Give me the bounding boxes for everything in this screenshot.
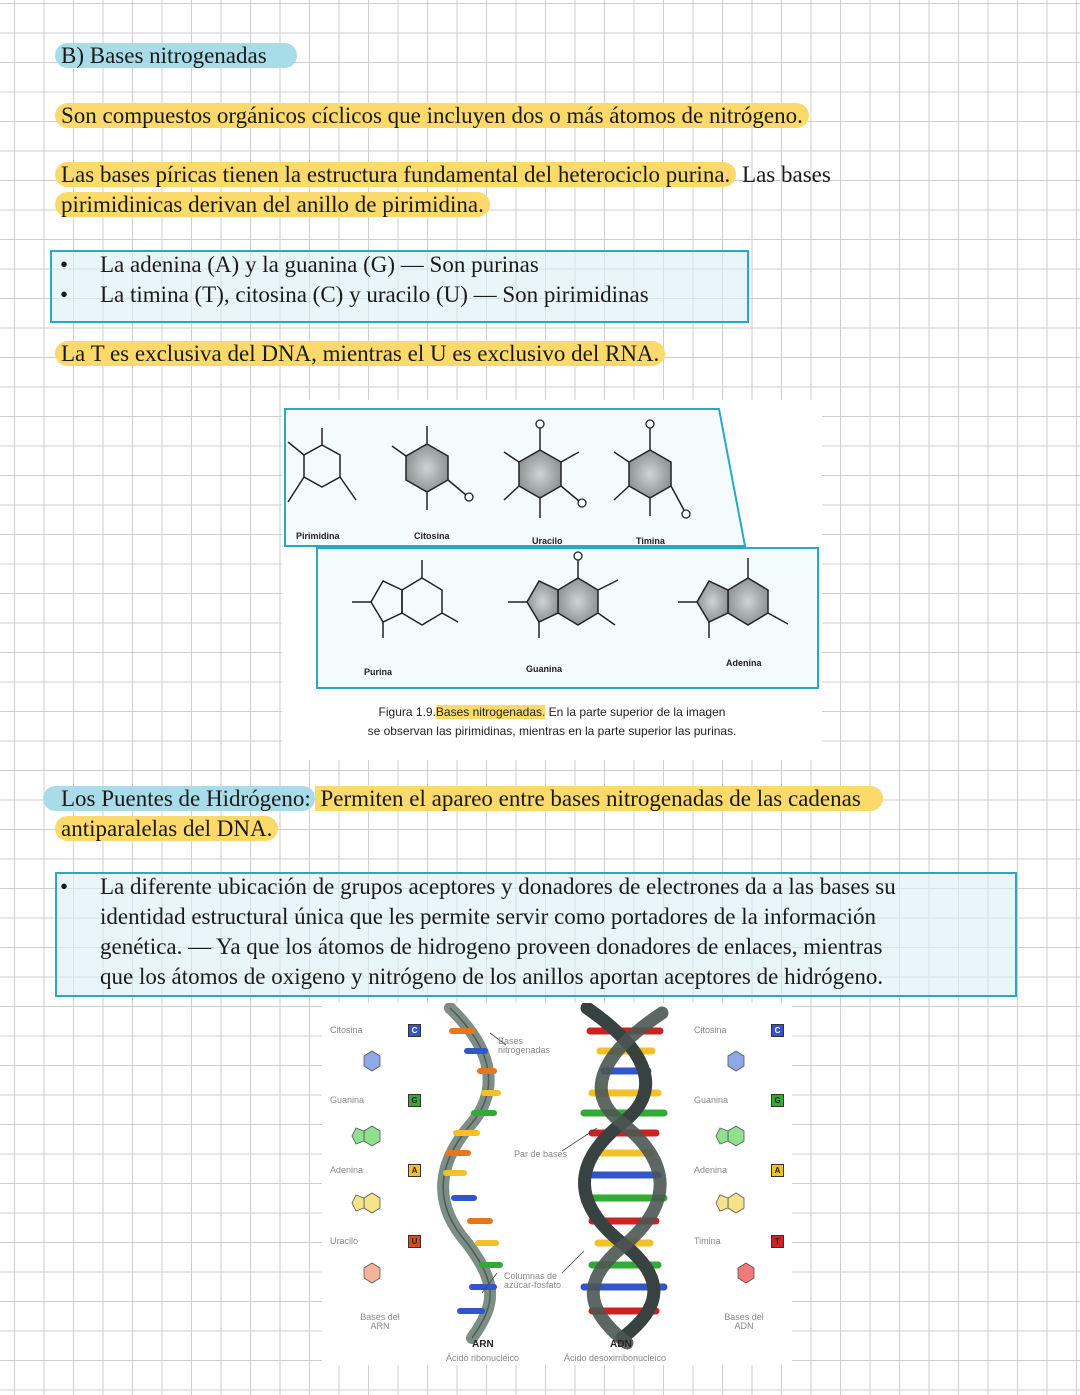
dna-title: ADN — [610, 1339, 632, 1350]
annotation-bases: Bases nitrogenadas — [498, 1036, 551, 1055]
bullet: • — [60, 874, 69, 899]
adenine-ring-icon — [364, 1193, 380, 1213]
bullet: • — [60, 252, 69, 277]
rna-title: ARN — [472, 1339, 494, 1350]
label-purina: Purina — [364, 667, 393, 677]
list-item — [60, 280, 649, 310]
left-base-adenine: Adenina — [330, 1165, 364, 1175]
helix-diagram — [322, 1003, 792, 1365]
dna-subtitle: Ácido desoxirribonucleico — [564, 1353, 667, 1363]
hydrogen-bonds-def: Permiten el apareo entre bases nitrogenadas de las cadenas — [315, 786, 883, 811]
right-base-thymine: Timina — [694, 1236, 721, 1246]
caption-text: En la parte superior de la imagen — [545, 705, 726, 719]
adenine-ring-icon — [728, 1193, 744, 1213]
rna-bases — [446, 1031, 500, 1311]
bases-diagram — [282, 400, 822, 700]
section-heading — [61, 41, 297, 71]
paragraph-bases-line2 — [61, 190, 490, 220]
paragraph-exclusive — [61, 339, 665, 369]
hydrogen-bonds-term: Los Puentes de Hidrógeno: — [43, 786, 315, 811]
list-item — [60, 872, 896, 902]
label-pirimidina: Pirimidina — [296, 531, 340, 541]
left-base-guanine: Guanina — [330, 1095, 365, 1105]
paragraph-bases-line1 — [61, 160, 831, 190]
figure-caption — [282, 703, 822, 741]
right-letter-g: G — [771, 1094, 784, 1107]
list-item-continuation — [100, 902, 876, 932]
annotation-columns: Columnas de azúcar-fosfato — [504, 1271, 562, 1290]
bullet: • — [60, 282, 69, 307]
caption-figure-number: Figura 1.9. — [378, 705, 436, 719]
left-letter-c: C — [408, 1024, 421, 1037]
caption-line1 — [282, 703, 822, 722]
list-item-text: La diferente ubicación de grupos aceptores y donadores de electrones da a las bases su — [100, 874, 896, 899]
left-letter-u: U — [408, 1235, 421, 1248]
paragraph-bases-rest: Las bases — [736, 162, 831, 187]
cytosine-ring-icon — [728, 1051, 744, 1071]
paragraph-hydrogen-bonds-line2 — [61, 814, 278, 844]
figure-nitrogenous-bases — [282, 400, 822, 760]
list-item-text: La timina (T), citosina (C) y uracilo (U) — Son pirimidinas — [100, 282, 649, 307]
figure-rna-dna — [322, 1003, 792, 1365]
purine-highlight: Las bases píricas tienen la estructura fundamental del heterociclo purina. — [55, 162, 736, 187]
paragraph-hydrogen-bonds-line1 — [61, 784, 883, 814]
guanine-ring-icon — [364, 1126, 380, 1146]
paragraph-definition — [61, 101, 809, 131]
list-item-text: La adenina (A) y la guanina (G) — Son purinas — [100, 252, 539, 277]
label-guanina: Guanina — [526, 664, 563, 674]
left-letter-g: G — [408, 1094, 421, 1107]
caption-line2: se observan las pirimidinas, mientras en la parte superior las purinas. — [367, 724, 737, 738]
paragraph-exclusive-text: La T es exclusiva del DNA, mientras el U es exclusivo del RNA. — [55, 341, 665, 366]
right-letter-c: C — [771, 1024, 784, 1037]
heading-text: B) Bases nitrogenadas — [55, 43, 297, 68]
annotation-base-pair: Par de bases — [514, 1149, 568, 1159]
list-item-text: identidad estructural única que les permite servir como portadores de la información — [100, 904, 876, 929]
uracil-ring-icon — [364, 1263, 380, 1283]
list-item — [60, 250, 539, 280]
left-letter-a: A — [408, 1164, 421, 1177]
left-base-cytosine: Citosina — [330, 1025, 363, 1035]
left-base-uracil: Uracilo — [330, 1236, 359, 1246]
pyrimidine-panel — [285, 409, 745, 546]
paragraph-definition-text: Son compuestos orgánicos cíclicos que incluyen dos o más átomos de nitrógeno. — [55, 103, 809, 128]
list-item-continuation — [100, 932, 882, 962]
right-letter-a: A — [771, 1164, 784, 1177]
caption-highlight: Bases nitrogenadas. — [435, 705, 546, 719]
label-timina: Timina — [636, 536, 665, 546]
pyrimidine-highlight: pirimidinicas derivan del anillo de pirimidina. — [55, 192, 490, 217]
label-adenina: Adenina — [726, 658, 762, 668]
label-uracilo: Uracilo — [532, 536, 563, 546]
list-item-continuation — [100, 962, 883, 992]
right-base-cytosine: Citosina — [694, 1025, 727, 1035]
label-citosina: Citosina — [414, 531, 450, 541]
right-base-adenine: Adenina — [694, 1165, 728, 1175]
guanine-ring-icon — [728, 1126, 744, 1146]
hydrogen-bonds-def-end: antiparalelas del DNA. — [55, 816, 278, 841]
thymine-ring-icon — [738, 1263, 754, 1283]
list-item-text: genética. — Ya que los átomos de hidrogeno proveen donadores de enlaces, mientras — [100, 934, 883, 959]
right-footer: Bases del ADN — [724, 1312, 764, 1331]
list-item-text: que los átomos de oxigeno y nitrógeno de los anillos aportan aceptores de hidrógeno. — [100, 964, 884, 989]
right-base-guanine: Guanina — [694, 1095, 729, 1105]
cytosine-ring-icon — [364, 1051, 380, 1071]
rna-subtitle: Ácido ribonucléico — [446, 1353, 520, 1363]
left-footer: Bases del ARN — [360, 1312, 400, 1331]
right-letter-t: T — [771, 1235, 784, 1248]
